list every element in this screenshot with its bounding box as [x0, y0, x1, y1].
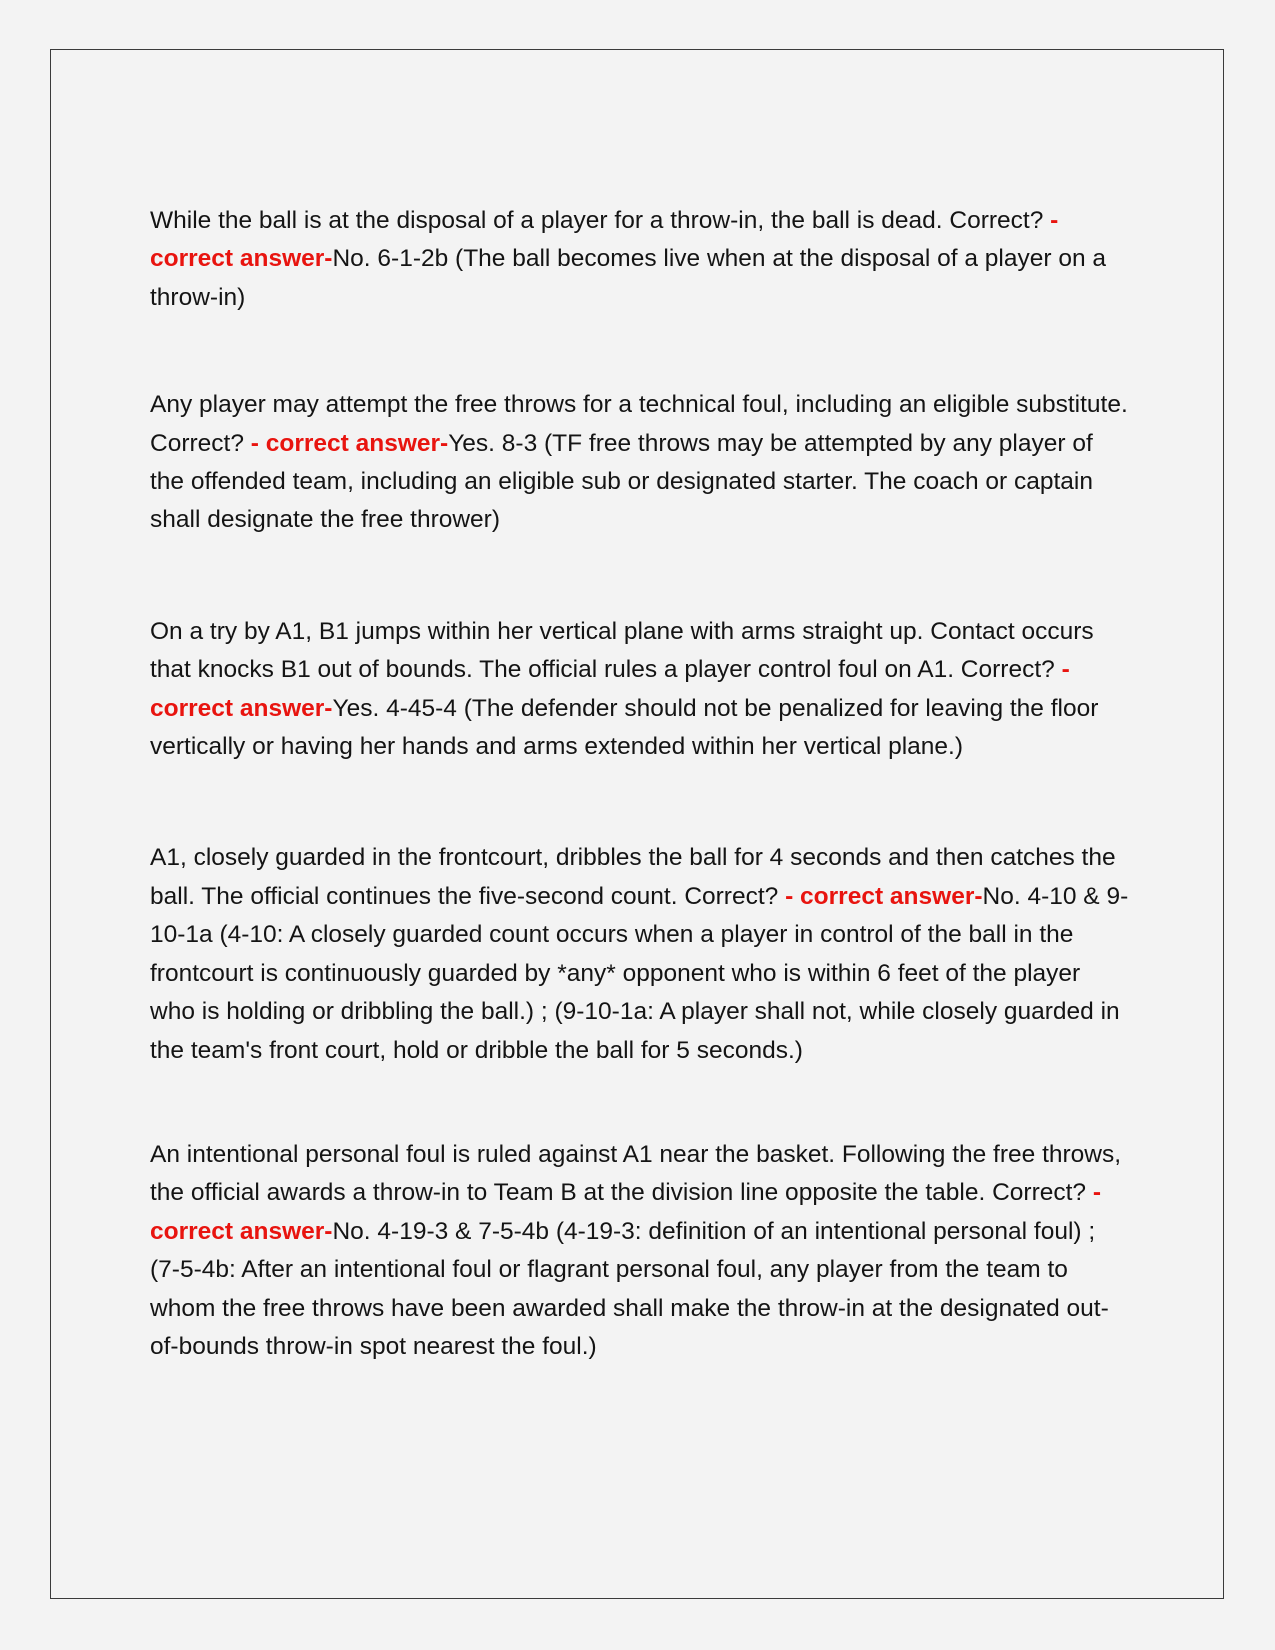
answer-text: No. 4-10 & 9-10-1a (4-10: A closely guarded count occurs when a player in control of the ball in the frontcourt is continuously guarded by *any* opponent who is within 6 feet of the player who is holding or dribbling the ball.) ; (9-10-1a: A player shall not, while closely guarded in the team's front court, hold or dribble the ball for 5 seconds.): [150, 882, 1129, 1064]
question-text: Any player may attempt the free throws for a technical foul, including an eligible substitute. Correct?: [150, 391, 1128, 457]
qa-item: [150, 386, 1130, 540]
qa-item: [150, 613, 1130, 767]
answer-text: No. 4-19-3 & 7-5-4b (4-19-3: definition of an intentional personal foul) ; (7-5-4b: After an intentional foul or flagrant personal foul, any player from the team to whom the free throws have been awarded shall make the throw-in at the designated out-of-bounds throw-in spot nearest the foul.): [150, 1217, 1109, 1360]
qa-item: [150, 1136, 1130, 1366]
answer-marker: - correct answer-: [150, 207, 1059, 273]
answer-marker: - correct answer-: [785, 882, 983, 910]
answer-marker: - correct answer-: [250, 429, 449, 457]
question-text: While the ball is at the disposal of a player for a throw-in, the ball is dead. Correct?: [150, 207, 1044, 234]
answer-text: Yes. 8-3 (TF free throws may be attempted by any player of the offended team, including an eligible sub or designated starter. The coach or captain shall designate the free thrower): [150, 429, 1093, 534]
answer-text: No. 6-1-2b (The ball becomes live when at the disposal of a player on a throw-in): [150, 245, 1107, 311]
qa-item: [150, 839, 1130, 1069]
answer-text: Yes. 4-45-4 (The defender should not be penalized for leaving the floor vertically or having her hands and arms extended within her vertical plane.): [150, 694, 1099, 761]
qa-item: [150, 202, 1130, 317]
answer-marker: - correct answer-: [150, 1179, 1102, 1245]
question-text: A1, closely guarded in the frontcourt, dribbles the ball for 4 seconds and then catches the ball. The official continues the five-second count. Correct?: [150, 844, 1116, 910]
question-text: An intentional personal foul is ruled against A1 near the basket. Following the free throws, the official awards a throw-in to Team B at the division line opposite the table. Correct?: [150, 1140, 1122, 1207]
answer-marker: - correct answer-: [150, 656, 1070, 722]
question-text: On a try by A1, B1 jumps within her vertical plane with arms straight up. Contact occurs that knocks B1 out of bounds. The official rules a player control foul on A1. Correct?: [150, 617, 1094, 684]
document-body: [150, 202, 1130, 1366]
